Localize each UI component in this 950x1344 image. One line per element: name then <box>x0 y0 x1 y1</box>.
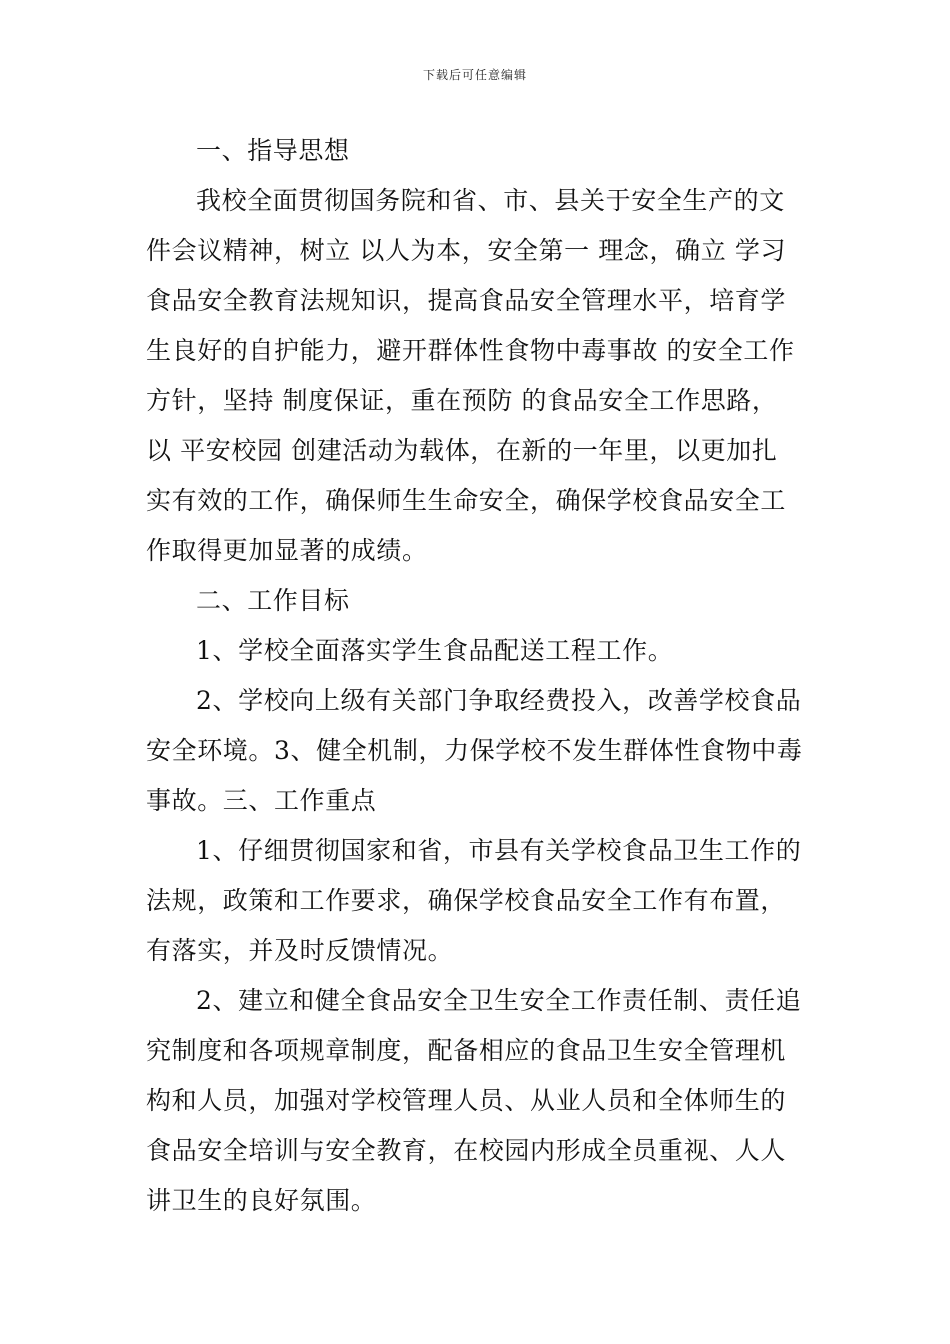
text-line: 以 平安校园 创建活动为载体，在新的一年里，以更加扎 <box>146 436 778 465</box>
text-line: 一、指导思想 <box>196 136 350 165</box>
page-header-note: 下载后可任意编辑 <box>422 68 527 82</box>
text-line: 安全环境。3、健全机制，力保学校不发生群体性食物中毒 <box>146 736 803 765</box>
text-line: 构和人员，加强对学校管理人员、从业人员和全体师生的 <box>146 1086 787 1115</box>
text-line: 食品安全教育法规知识，提高食品安全管理水平，培育学 <box>146 286 787 315</box>
text-line: 有落实，并及时反馈情况。 <box>146 936 454 965</box>
text-line: 食品安全培训与安全教育，在校园内形成全员重视、人人 <box>146 1136 787 1165</box>
text-line: 我校全面贯彻国务院和省、市、县关于安全生产的文 <box>196 186 785 215</box>
text-line: 1、仔细贯彻国家和省，市县有关学校食品卫生工作的 <box>196 836 802 865</box>
text-line: 2、建立和健全食品安全卫生安全工作责任制、责任追 <box>196 986 802 1015</box>
text-line: 方针，坚持 制度保证，重在预防 的食品安全工作思路， <box>146 386 778 415</box>
text-line: 事故。三、工作重点 <box>146 786 377 815</box>
text-line: 生良好的自护能力，避开群体性食物中毒事故 的安全工作 <box>146 336 795 365</box>
text-line: 1、学校全面落实学生食品配送工程工作。 <box>196 636 674 665</box>
text-line: 讲卫生的良好氛围。 <box>146 1186 377 1215</box>
text-line: 实有效的工作，确保师生生命安全，确保学校食品安全工 <box>146 486 787 515</box>
text-line: 2、学校向上级有关部门争取经费投入，改善学校食品 <box>196 686 802 715</box>
document-body <box>146 126 810 1226</box>
text-line: 二、工作目标 <box>196 586 350 615</box>
text-line: 究制度和各项规章制度，配备相应的食品卫生安全管理机 <box>146 1036 787 1065</box>
text-line: 作取得更加显著的成绩。 <box>146 536 428 565</box>
text-line: 件会议精神，树立 以人为本，安全第一 理念，确立 学习 <box>146 236 787 265</box>
text-line: 法规，政策和工作要求，确保学校食品安全工作有布置， <box>146 886 787 915</box>
